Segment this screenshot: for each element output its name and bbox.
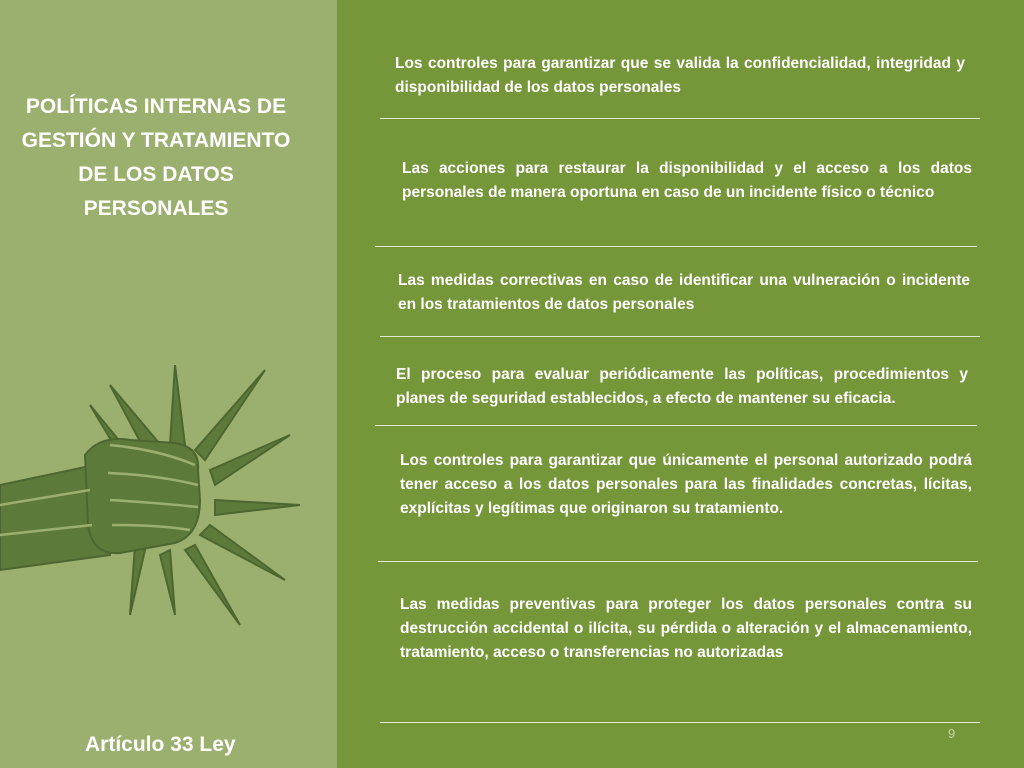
list-item: Los controles para garantizar que únicamente el personal autorizado podrá tener acceso a los datos personales para las finalidades concretas, lícitas, explícitas y legítimas que originaron su tratamiento. [400, 452, 972, 517]
divider [375, 425, 977, 426]
left-panel [0, 0, 337, 768]
page-number: 9 [948, 726, 956, 741]
divider [380, 336, 980, 337]
list-item: El proceso para evaluar periódicamente las políticas, procedimientos y planes de seguridad establecidos, a efecto de mantener su eficacia. [396, 366, 968, 407]
list-item: Las acciones para restaurar la disponibilidad y el acceso a los datos personales de manera oportuna en caso de un incidente físico o técnico [402, 160, 972, 201]
divider [380, 118, 980, 119]
raised-fist-icon [0, 365, 300, 635]
slide-title: POLÍTICAS INTERNAS DE GESTIÓN Y TRATAMIENTO DE LOS DATOS PERSONALES [21, 95, 291, 220]
list-item: Las medidas correctivas en caso de identificar una vulneración o incidente en los tratamientos de datos personales [398, 272, 970, 313]
article-reference: Artículo 33 Ley [85, 733, 236, 756]
list-item: Las medidas preventivas para proteger los datos personales contra su destrucción accidental o ilícita, su pérdida o alteración y el almacenamiento, tratamiento, acceso o transferencias no autorizadas [400, 596, 972, 661]
divider [380, 722, 980, 723]
divider [378, 561, 978, 562]
divider [375, 246, 977, 247]
list-item: Los controles para garantizar que se valida la confidencialidad, integridad y disponibilidad de los datos personales [395, 55, 965, 96]
